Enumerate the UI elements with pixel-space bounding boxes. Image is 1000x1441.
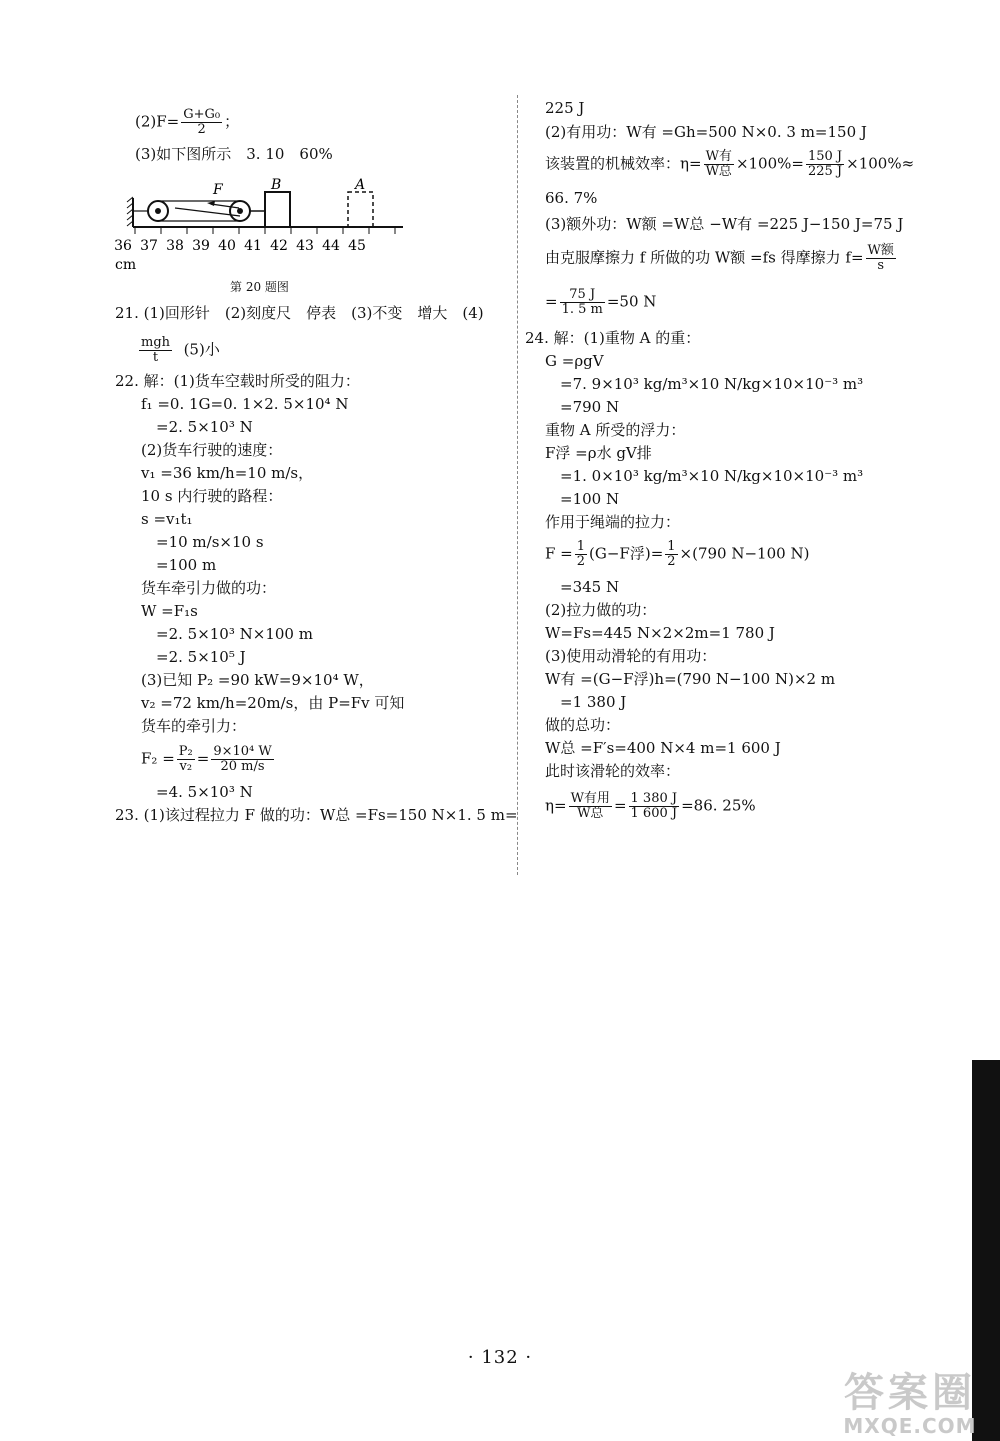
- q23-efficiency: 该装置的机械效率：η= $\frac{\text{W有}}{\text{W总}}$ ×100%= $\frac{150 J}{225 J}$ ×100%≈: [545, 149, 915, 179]
- q22-line: W =F₁s: [141, 602, 198, 620]
- tick-42: 42: [270, 238, 288, 254]
- q20-part3: (3)如下图所示 3. 10 60%: [135, 145, 333, 163]
- fraction: $\frac{150 J}{225 J}$: [807, 149, 843, 179]
- q22-line: 货车牵引力做的功：: [141, 579, 277, 597]
- label-A: A: [355, 177, 366, 193]
- tick-37: 37: [140, 238, 158, 254]
- q22-line: 22. 解：(1)货车空载时所受的阻力：: [115, 372, 360, 390]
- fraction: $\frac{75 J}{1. 5 m}$: [561, 287, 603, 317]
- q24-line: (3)使用动滑轮的有用功：: [545, 647, 717, 665]
- q24-line: F浮 =ρ水 gV排: [545, 444, 652, 462]
- q22-line: =100 m: [141, 556, 217, 574]
- ruler-unit: cm: [115, 257, 137, 273]
- q22-line: 10 s 内行驶的路程：: [141, 487, 283, 505]
- fraction: $\frac{1}{2}$: [576, 539, 586, 569]
- tick-36: 36: [115, 238, 132, 254]
- tick-44: 44: [322, 238, 340, 254]
- q24-line: 作用于绳端的拉力：: [545, 513, 681, 531]
- q22-line: =2. 5×10⁵ J: [141, 648, 246, 666]
- q20-figure: [115, 170, 415, 280]
- q24-line: 重物 A 所受的浮力：: [545, 421, 686, 439]
- q24-line: =790 N: [545, 398, 620, 416]
- q20-part2: (2)F= $\frac{\text{G+G₀}}{2}$ ；: [135, 107, 240, 137]
- q24-line: 24. 解：(1)重物 A 的重：: [525, 329, 701, 347]
- q24-line: 做的总功：: [545, 716, 621, 734]
- watermark-url: MXQE.COM: [843, 1414, 977, 1438]
- q22-line: v₂ =72 km/h=20m/s，由 P=Fv 可知: [141, 694, 405, 712]
- tick-39: 39: [192, 238, 210, 254]
- q22-line: f₁ =0. 1G=0. 1×2. 5×10⁴ N: [141, 395, 349, 413]
- q22-line: =10 m/s×10 s: [141, 533, 264, 551]
- q23-part2: (2)有用功：W有 =Gh=500 N×0. 3 m=150 J: [545, 123, 867, 141]
- q22-line: (3)已知 P₂ =90 kW=9×10⁴ W，: [141, 671, 374, 689]
- q24-force-formula: F = $\frac{1}{2}$ (G−F浮)= $\frac{1}{2}$ ×(790 N−100 N): [545, 539, 810, 569]
- q22-line: =2. 5×10³ N×100 m: [141, 625, 313, 643]
- page-number: · 132 ·: [467, 1347, 533, 1368]
- fraction: $\frac{1 380 J}{1 600 J}$: [630, 791, 678, 821]
- block-B: [265, 192, 290, 227]
- q21-line2: $\frac{\text{mgh}}{t}$ (5)小: [141, 335, 220, 365]
- fraction: $\frac{\text{P₂}}{\text{v₂}}$: [178, 744, 193, 774]
- q24-line: W=Fs=445 N×2×2m=1 780 J: [545, 624, 775, 642]
- fraction: $\frac{\text{W有用}}{\text{W总}}$: [570, 791, 610, 821]
- q23-part3: (3)额外功：W额 =W总 −W有 =225 J−150 J=75 J: [545, 215, 904, 233]
- q24-line: =7. 9×10³ kg/m³×10 N/kg×10×10⁻³ m³: [545, 375, 864, 393]
- q22-line: v₁ =36 km/h=10 m/s，: [141, 464, 314, 482]
- q22-line: s =v₁t₁: [141, 510, 193, 528]
- fraction: $\frac{\text{G+G₀}}{2}$: [183, 107, 221, 137]
- q22-line: =2. 5×10³ N: [141, 418, 253, 436]
- q24-efficiency-formula: η= $\frac{\text{W有用}}{\text{W总}}$ = $\frac{1 380 J}{1 600 J}$ =86. 25%: [545, 791, 756, 821]
- block-A: [348, 192, 373, 227]
- q21-line1: 21. (1)回形针 (2)刻度尺 停表 (3)不变 增大 (4): [115, 304, 484, 322]
- figure-caption: 第 20 题图: [230, 280, 289, 294]
- q24-line: G =ρgV: [545, 352, 604, 370]
- ruler-labels: [115, 238, 366, 254]
- force-arrow: [207, 201, 215, 206]
- q22-line: 货车的牵引力：: [141, 717, 247, 735]
- q22-F2-formula: F₂ = $\frac{\text{P₂}}{\text{v₂}}$ = $\frac{\text{9×10⁴ W}}{20 m/s}$: [141, 744, 272, 774]
- watermark-text: 答案圈: [844, 1370, 976, 1416]
- q24-line: =345 N: [545, 578, 620, 596]
- fraction: $\frac{1}{2}$: [667, 539, 676, 569]
- q24-line: W有 =(G−F浮)h=(790 N−100 N)×2 m: [545, 670, 836, 688]
- watermark-logo: [825, 1372, 995, 1438]
- q24-line: =1 380 J: [545, 693, 627, 711]
- pulley-ruler-diagram: [115, 170, 415, 280]
- q23-continuation: 225 J: [545, 99, 585, 117]
- tick-45: 45: [348, 238, 366, 254]
- q23-friction: 由克服摩擦力 f 所做的功 W额 =fs 得摩擦力 f= $\frac{\text{W额}}{s}$: [545, 243, 894, 273]
- label-B: B: [271, 177, 282, 193]
- tick-43: 43: [296, 238, 314, 254]
- tick-38: 38: [166, 238, 184, 254]
- fraction: $\frac{\text{9×10⁴ W}}{20 m/s}$: [213, 744, 272, 774]
- fraction: $\frac{\text{mgh}}{t}$: [141, 335, 171, 365]
- column-divider: [517, 95, 518, 875]
- q24-line: 此时该滑轮的效率：: [545, 762, 681, 780]
- q24-line: W总 =F′s=400 N×4 m=1 600 J: [545, 739, 781, 757]
- q22-line: (2)货车行驶的速度：: [141, 441, 283, 459]
- ruler-ticks: [135, 227, 395, 234]
- q24-line: =1. 0×10³ kg/m³×10 N/kg×10×10⁻³ m³: [545, 467, 864, 485]
- q24-line: (2)拉力做的功：: [545, 601, 657, 619]
- q23-efficiency-value: 66. 7%: [545, 189, 598, 207]
- q23-line1: 23. (1)该过程拉力 F 做的功：W总 =Fs=150 N×1. 5 m=: [115, 806, 518, 824]
- q24-line: =100 N: [545, 490, 620, 508]
- fraction: $\frac{\text{W有}}{\text{W总}}$: [705, 149, 732, 179]
- fraction: $\frac{\text{W额}}{s}$: [867, 243, 894, 273]
- tick-40: 40: [218, 238, 236, 254]
- tick-41: 41: [244, 238, 262, 254]
- q23-friction-result: = $\frac{75 J}{1. 5 m}$ =50 N: [545, 287, 657, 317]
- q22-F2-result: =4. 5×10³ N: [141, 783, 253, 801]
- label-F: F: [213, 182, 223, 198]
